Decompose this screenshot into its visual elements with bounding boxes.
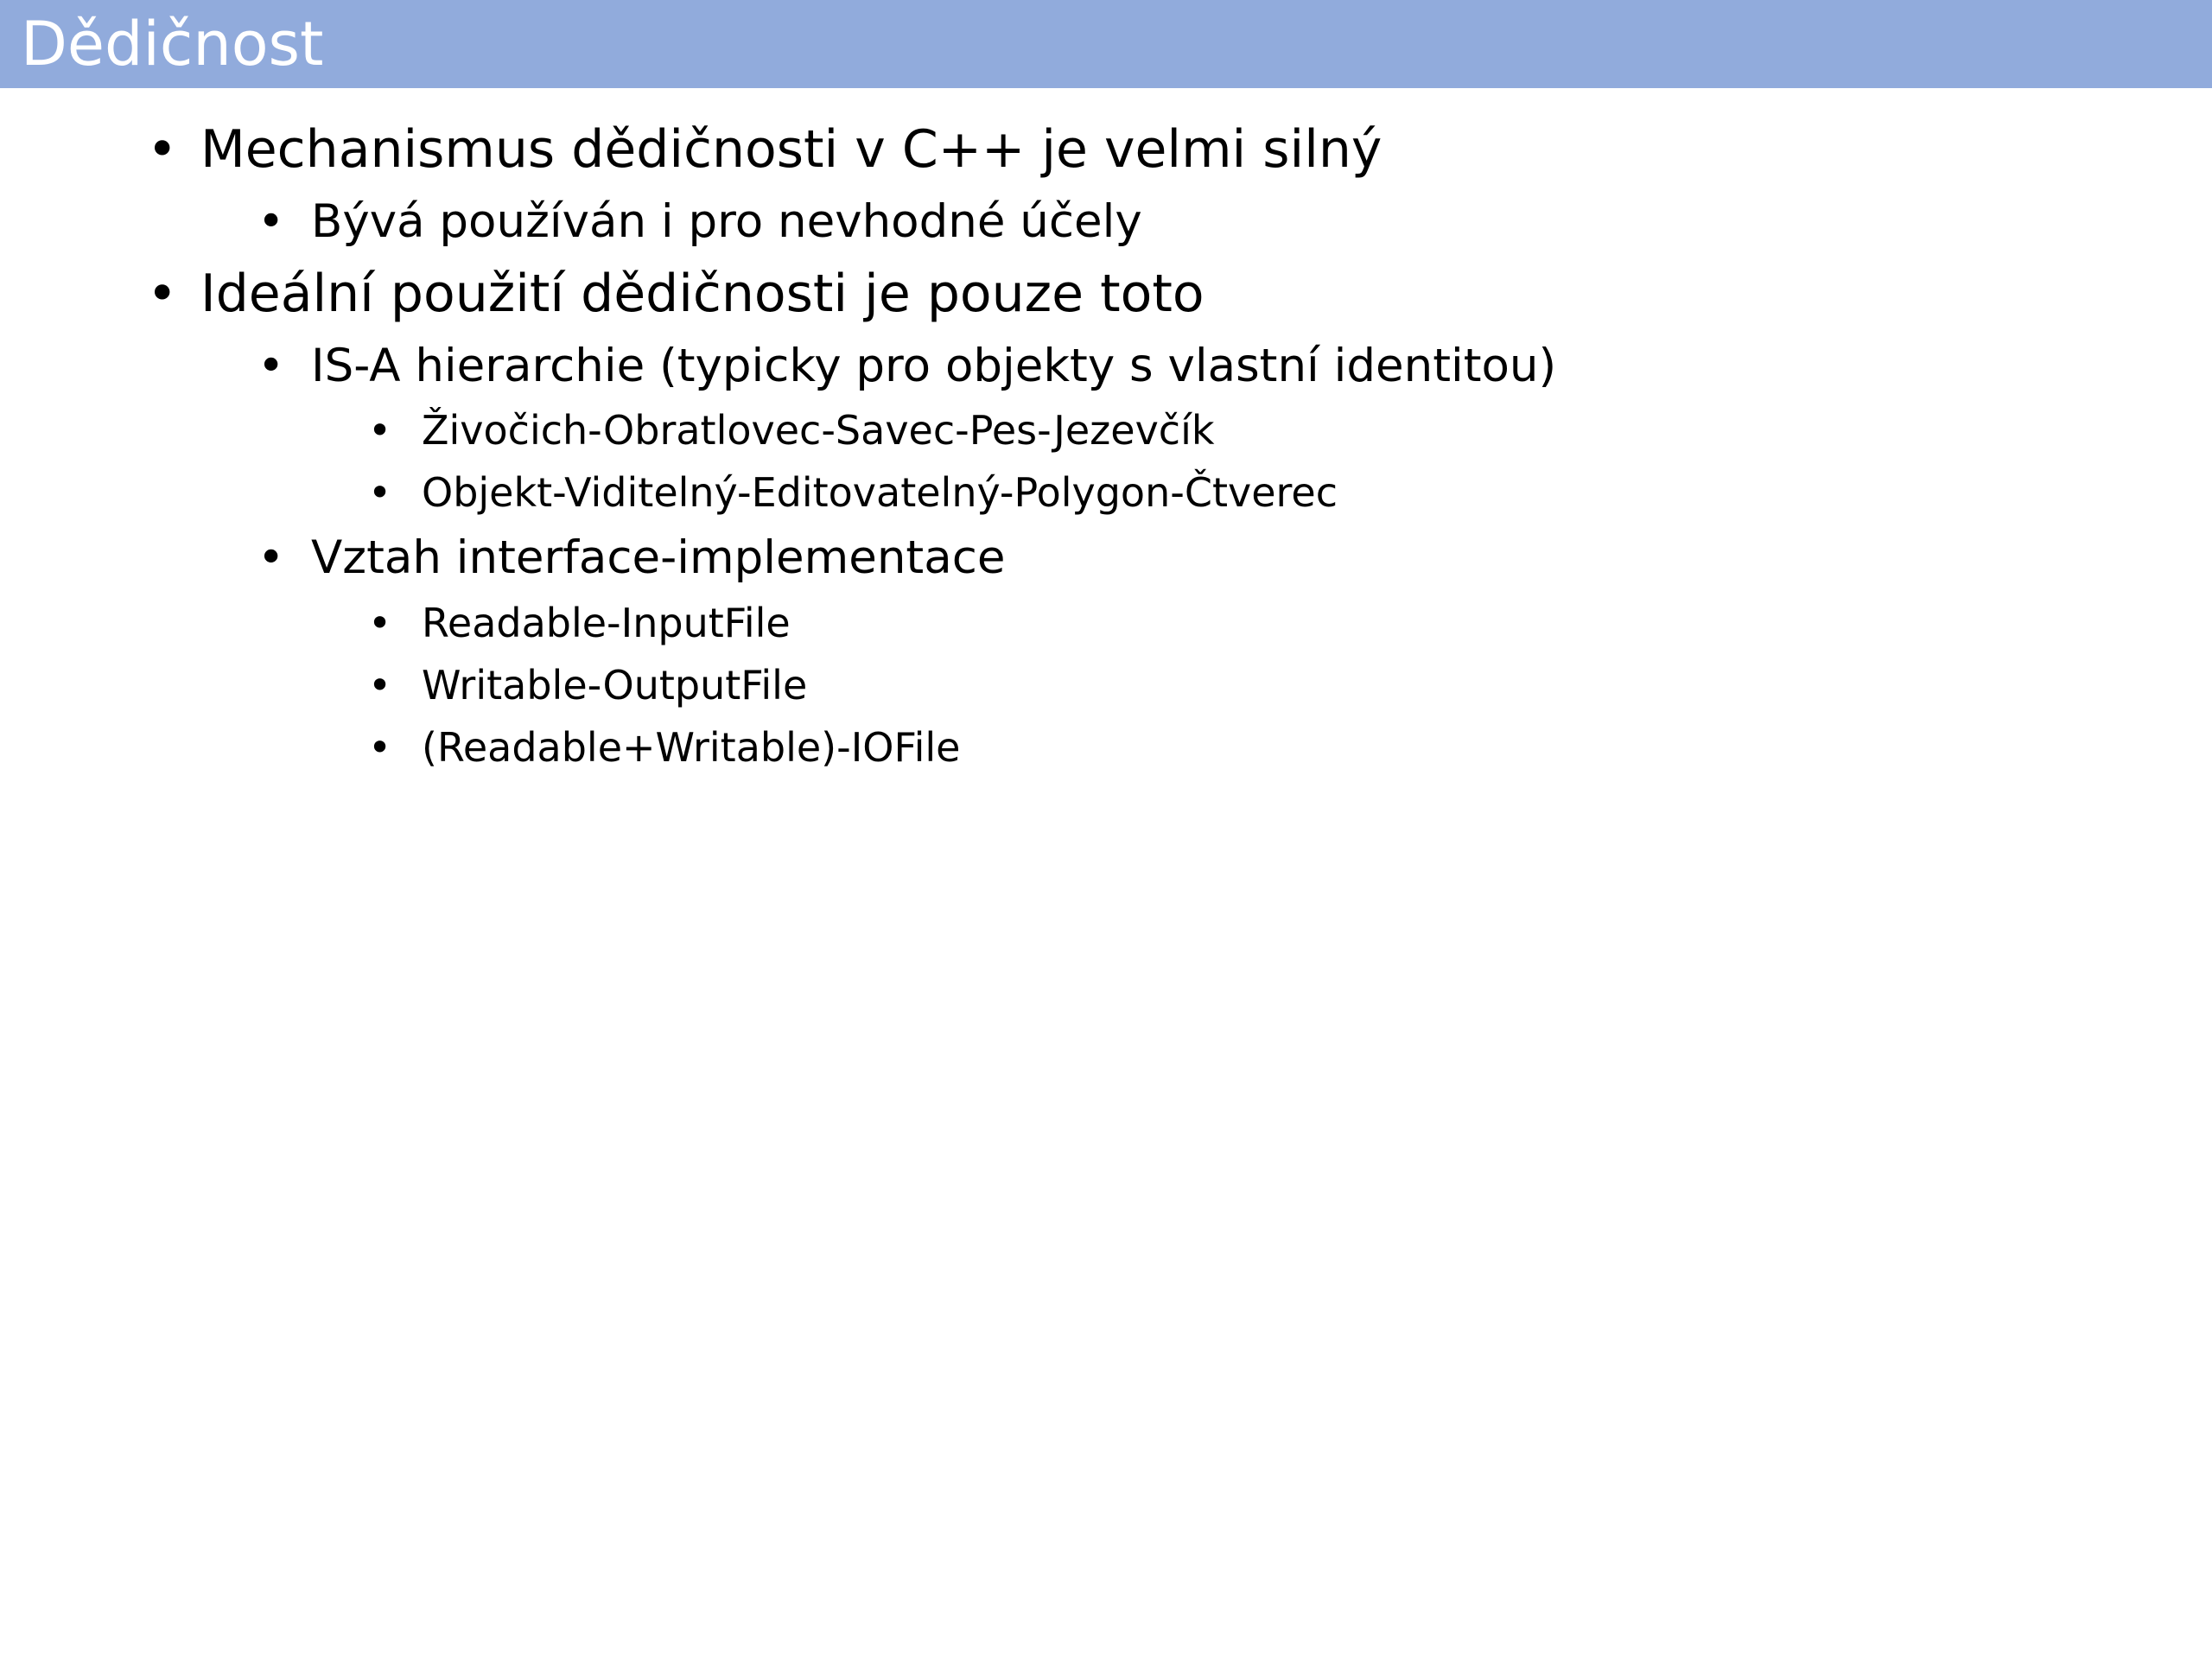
bullet-dot: •: [368, 469, 392, 516]
bullet-dot: •: [368, 407, 392, 454]
bullet-text: Bývá používán i pro nevhodné účely: [311, 195, 1142, 248]
bullet-text: Objekt-Viditelný-Editovatelný-Polygon-Čtverec: [422, 469, 1338, 516]
bullet-dot: •: [368, 662, 392, 709]
bullet-text: (Readable+Writable)-IOFile: [422, 724, 961, 771]
bullet-dot: •: [257, 195, 285, 248]
bullet-text: IS-A hierarchie (typicky pro objekty s vlastní identitou): [311, 340, 1557, 392]
bullet-text: Mechanismus dědičnosti v C++ je velmi silný: [200, 119, 1382, 180]
bullet-text: Vztah interface-implementace: [311, 531, 1006, 584]
bullet-dot: •: [368, 600, 392, 646]
bullet-dot: •: [257, 531, 285, 584]
bullet-dot: •: [147, 264, 178, 324]
bullet-text: Živočich-Obratlovec-Savec-Pes-Jezevčík: [422, 407, 1215, 454]
bullet-dot: •: [257, 340, 285, 392]
bullet-dot: •: [368, 724, 392, 771]
bullet-text: Ideální použití dědičnosti je pouze toto: [200, 264, 1205, 324]
bullet-text: Readable-InputFile: [422, 600, 791, 646]
bullet-dot: •: [147, 119, 178, 180]
bullet-text: Writable-OutputFile: [422, 662, 808, 709]
slide-title: Dědičnost: [21, 9, 324, 79]
